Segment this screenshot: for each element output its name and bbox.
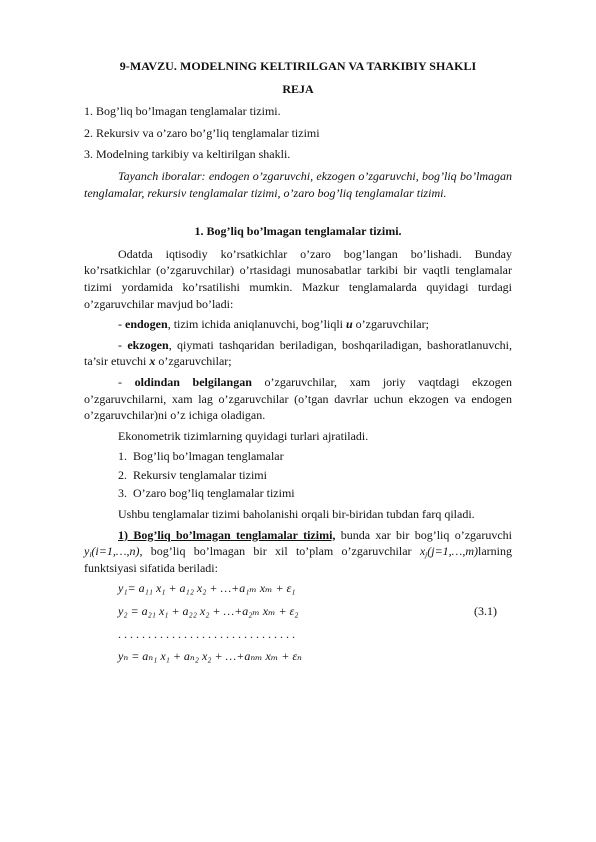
intro-paragraph: Odatda iqtisodiy ko’rsatkichlar o’zaro bog’langan bo’lishadi. Bunday ko’rsatkichlar (o’zgaruvchilar) o’rtasidagi munosabatlar tarkibi bir vaqtli tenglamalar tizimi yordamida ko’rsatilishi mumkin. Mazkur tenglamalarda quyidagi turdagi o’zgaruvchilar mavjud bo’ladi: (84, 246, 512, 311)
definition-paragraph (84, 527, 512, 577)
predetermined-text: o’zgaruvchilar, xam joriy vaqtdagi ekzogen o’zgaruvchilarni, xam lag o’zgaruvchilar (o’tgan davrlar uchun ekzogen va endogen o’zgaruvchilar)ni o’z ichiga oladigan. (84, 374, 512, 423)
plan-item-3: 3. Modelning tarkibiy va keltirilgan shakli. (84, 147, 291, 162)
ekzogen-definition (84, 337, 512, 370)
definition-lead: 1) Bog’liq bo’lmagan tenglamalar tizimi, (118, 527, 336, 542)
systems-list-item-1: 1. Bog’liq bo’lmagan tenglamalar (118, 449, 284, 464)
equation-ellipsis: .............................. (118, 626, 298, 641)
definition-text-1: bunda xar bir bog’liq o’zgaruvchi (335, 527, 513, 542)
predetermined-prefix: - (118, 374, 135, 389)
predetermined-definition (84, 374, 512, 424)
ekzogen-symbol: x (149, 354, 156, 369)
x-range: (j=1,…,m) (427, 544, 478, 559)
x-variable: x (419, 544, 426, 559)
equation-2 (84, 603, 512, 620)
endogen-symbol: u (345, 317, 353, 332)
plan-item-2: 2. Rekursiv va o’zaro bo’g’liq tenglamalar tizimi (84, 125, 320, 140)
predetermined-term: oldindan belgilangan (134, 374, 252, 389)
ekzogen-prefix: - (118, 337, 128, 352)
endogen-suffix: o’zgaruvchilar; (352, 317, 429, 332)
y-subscript: i (89, 550, 92, 560)
spacer (84, 205, 512, 223)
equation-1: y₁= a₁₁ x₁ + a₁₂ x₂ + …+a₁ₘ xₘ + ε₁ (118, 581, 296, 596)
equation-n: yₙ = aₙ₁ x₁ + aₙ₂ x₂ + …+aₙₘ xₘ + εₙ (118, 649, 302, 664)
systems-list-item-3: 3. O’zaro bog’liq tenglamalar tizimi (118, 486, 295, 501)
endogen-definition (84, 316, 512, 333)
systems-difference: Ushbu tenglamalar tizimi baholanishi orqali bir-biridan tubdan farq qiladi. (118, 507, 475, 522)
endogen-prefix: - (118, 317, 125, 332)
systems-intro: Ekonometrik tizimlarning quyidagi turlari ajratiladi. (118, 428, 369, 443)
ekzogen-term: ekzogen (127, 337, 169, 352)
equation-number: (3.1) (474, 604, 497, 619)
endogen-term: endogen (125, 317, 168, 332)
ekzogen-text: , qiymati tashqaridan beriladigan, boshqariladigan, bashoratlanuvchi, ta’sir etuvchi (84, 337, 513, 369)
page-title: 9-MAVZU. MODELNING KELTIRILGAN VA TARKIBIY SHAKLI (119, 59, 477, 73)
y-variable: y (84, 544, 90, 559)
plan-item-1: 1. Bog’liq bo’lmagan tenglamalar tizimi. (84, 104, 281, 119)
section-1-heading: 1. Bog’liq bo’lmagan tenglamalar tizimi. (194, 224, 402, 239)
equation-2-text: y₂ = a₂₁ x₁ + a₂₂ x₂ + …+a₂ₘ xₘ + ε₂ (118, 604, 299, 619)
definition-text-2: bog’liq bo’lmagan bir xil to’plam o’zgaruvchilar (142, 544, 420, 559)
keywords-paragraph: Tayanch iboralar: endogen o’zgaruvchi, ekzogen o’zgaruvchi, bog’liq bo’lmagan tenglamalar, rekursiv tenglamalar tizimi, o’zaro bog’liq tenglamalar tizimi. (84, 168, 512, 200)
endogen-text: , tizim ichida aniqlanuvchi, bog’liqli (167, 317, 346, 332)
systems-list-item-2: 2. Rekursiv tenglamalar tizimi (118, 467, 267, 482)
plan-heading: REJA (282, 81, 314, 96)
y-range: (i=1,…,n), (91, 544, 143, 559)
x-subscript: j (425, 550, 428, 560)
ekzogen-suffix: o’zgaruvchilar; (155, 354, 232, 369)
definition-text-3: larning funktsiyasi sifatida beriladi: (84, 544, 512, 575)
